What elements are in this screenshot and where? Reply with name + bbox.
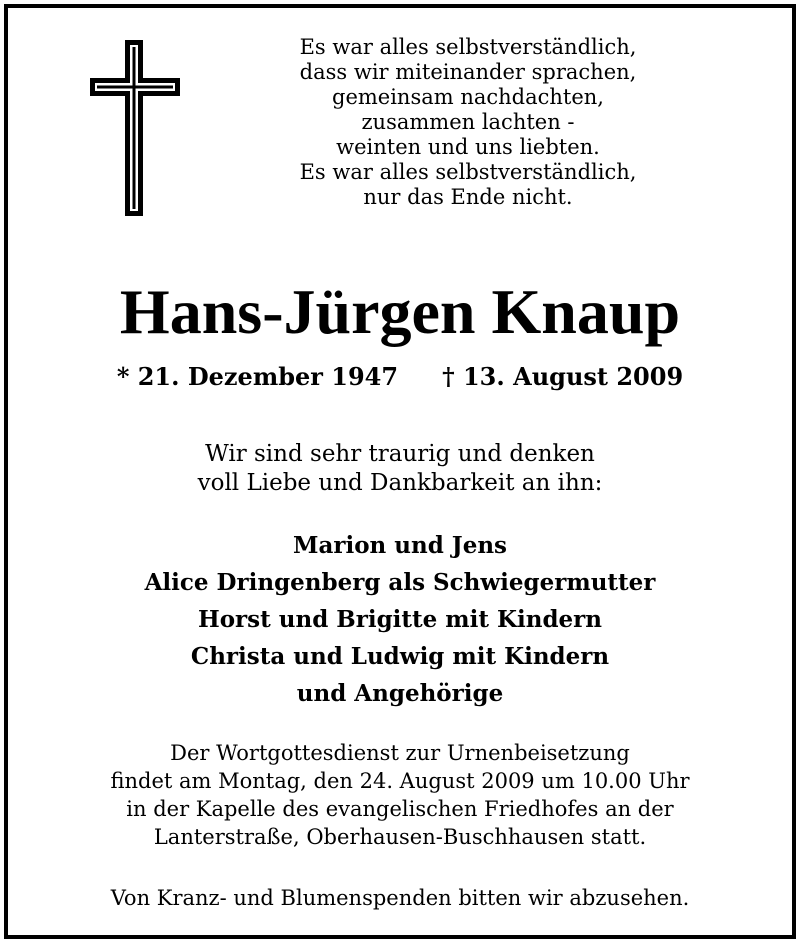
poem-line: zusammen lachten - (361, 110, 575, 134)
service-line: in der Kapelle des evangelischen Friedhofes an der (126, 797, 674, 821)
flowers-note: Von Kranz- und Blumenspenden bitten wir abzusehen. (110, 886, 690, 910)
intro-line: voll Liebe und Dankbarkeit an ihn: (197, 470, 603, 496)
life-dates (8, 362, 792, 392)
mourner: Marion und Jens (292, 532, 507, 559)
death-date: † 13. August 2009 (442, 362, 684, 391)
service-line: Lanterstraße, Oberhausen-Buschhausen statt. (153, 825, 647, 849)
poem-line: dass wir miteinander sprachen, (299, 60, 637, 84)
intro-line: Wir sind sehr traurig und denken (205, 441, 595, 467)
mourners-list (8, 527, 792, 712)
birth-date: * 21. Dezember 1947 (116, 362, 399, 391)
mourner: Christa und Ludwig mit Kindern (190, 643, 610, 670)
mourner: Alice Dringenberg als Schwiegermutter (144, 569, 656, 596)
poem-line: gemeinsam nachdachten, (332, 85, 604, 109)
service-line: Der Wortgottesdienst zur Urnenbeisetzung (170, 741, 630, 765)
intro-text (8, 440, 792, 498)
cross-icon (88, 38, 182, 218)
service-line: findet am Montag, den 24. August 2009 um 10.00 Uhr (110, 769, 690, 793)
poem-line: nur das Ende nicht. (363, 185, 573, 209)
mourner: Horst und Brigitte mit Kindern (197, 606, 603, 633)
poem-line: Es war alles selbstverständlich, (299, 35, 637, 59)
deceased-name: Hans-Jürgen Knaup (119, 276, 681, 347)
poem-line: weinten und uns liebten. (336, 135, 600, 159)
poem-line: Es war alles selbstverständlich, (299, 160, 637, 184)
obituary-notice (4, 4, 796, 939)
poem (248, 35, 688, 210)
service-info (8, 739, 792, 851)
mourner: und Angehörige (296, 680, 504, 707)
